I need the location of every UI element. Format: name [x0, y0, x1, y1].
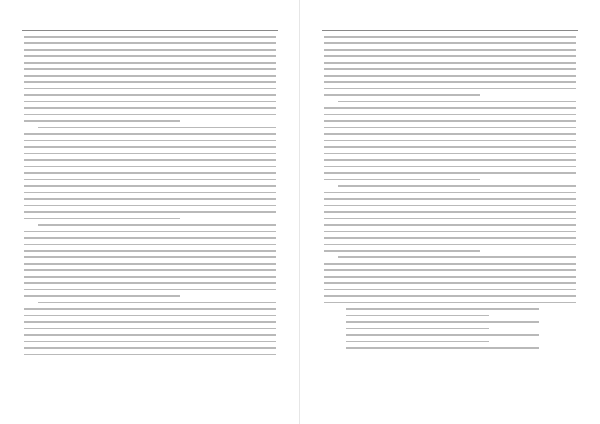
text-line: [324, 231, 576, 233]
text-line: [24, 328, 276, 330]
text-line: [324, 263, 576, 265]
text-line: [324, 269, 576, 271]
text-line: [24, 211, 276, 213]
text-line: [324, 166, 576, 168]
text-line: [324, 42, 576, 44]
text-line: [324, 250, 480, 252]
text-line: [324, 146, 576, 148]
text-line: [324, 114, 576, 116]
text-line: [24, 321, 276, 323]
text-line: [324, 172, 576, 174]
text-line: [24, 36, 276, 38]
text-line: [24, 120, 180, 122]
text-line: [324, 198, 576, 200]
text-line: [324, 36, 576, 38]
text-line: [24, 347, 276, 349]
text-line: [324, 224, 576, 226]
text-line: [324, 211, 576, 213]
text-line: [24, 185, 276, 187]
poem-line: [346, 308, 539, 310]
text-line: [324, 127, 576, 129]
text-line: [24, 231, 276, 233]
text-line: [324, 218, 576, 220]
text-line: [338, 185, 576, 187]
text-line: [324, 55, 576, 57]
text-line: [24, 42, 276, 44]
text-line: [24, 205, 276, 207]
text-line: [324, 153, 576, 155]
text-line: [24, 237, 276, 239]
text-line: [324, 49, 576, 51]
left-body-text: [24, 36, 276, 362]
text-line: [24, 172, 276, 174]
text-line: [24, 62, 276, 64]
text-line: [38, 127, 276, 129]
text-line: [324, 94, 480, 96]
text-line: [324, 88, 576, 90]
poem-line: [346, 315, 489, 317]
text-line: [24, 289, 276, 291]
right-page: [300, 0, 600, 424]
text-line: [24, 146, 276, 148]
text-line: [24, 315, 276, 317]
text-line: [24, 94, 276, 96]
text-line: [24, 49, 276, 51]
text-line: [324, 282, 576, 284]
poem-line: [346, 347, 539, 349]
poem-line: [346, 341, 489, 343]
text-line: [324, 295, 576, 297]
text-line: [38, 224, 276, 226]
text-line: [24, 276, 276, 278]
text-line: [24, 107, 276, 109]
text-line: [338, 101, 576, 103]
text-line: [24, 334, 276, 336]
right-header-rule: [322, 30, 578, 31]
text-line: [24, 81, 276, 83]
text-line: [24, 166, 276, 168]
text-line: [24, 354, 276, 356]
text-line: [24, 244, 276, 246]
poem-line: [346, 321, 539, 323]
text-line: [324, 75, 576, 77]
text-line: [338, 256, 576, 258]
poem-line: [346, 334, 539, 336]
text-line: [24, 341, 276, 343]
text-line: [24, 295, 180, 297]
text-line: [24, 256, 276, 258]
text-line: [24, 179, 276, 181]
text-line: [324, 68, 576, 70]
text-line: [324, 179, 480, 181]
text-line: [24, 140, 276, 142]
text-line: [24, 153, 276, 155]
text-line: [38, 302, 276, 304]
text-line: [324, 159, 576, 161]
text-line: [24, 55, 276, 57]
left-header-rule: [22, 30, 278, 31]
text-line: [324, 244, 576, 246]
text-line: [24, 198, 276, 200]
text-line: [324, 192, 576, 194]
right-running-header: [360, 16, 540, 28]
text-line: [24, 114, 276, 116]
text-line: [324, 120, 576, 122]
text-line: [324, 62, 576, 64]
text-line: [24, 282, 276, 284]
text-line: [24, 250, 276, 252]
text-line: [324, 237, 576, 239]
text-line: [324, 289, 576, 291]
text-line: [324, 133, 576, 135]
text-line: [24, 68, 276, 70]
left-running-header: [60, 16, 240, 28]
text-line: [324, 140, 576, 142]
text-line: [324, 276, 576, 278]
text-line: [24, 159, 276, 161]
text-line: [24, 192, 276, 194]
text-line: [24, 218, 180, 220]
text-line: [24, 88, 276, 90]
text-line: [324, 81, 576, 83]
poem-block: [346, 308, 576, 349]
text-line: [24, 308, 276, 310]
text-line: [324, 107, 576, 109]
text-line: [24, 269, 276, 271]
text-line: [324, 205, 576, 207]
text-line: [324, 302, 576, 304]
right-body-text: [324, 36, 576, 362]
text-line: [24, 263, 276, 265]
text-line: [24, 133, 276, 135]
text-line: [24, 101, 276, 103]
poem-line: [346, 328, 489, 330]
text-line: [24, 75, 276, 77]
